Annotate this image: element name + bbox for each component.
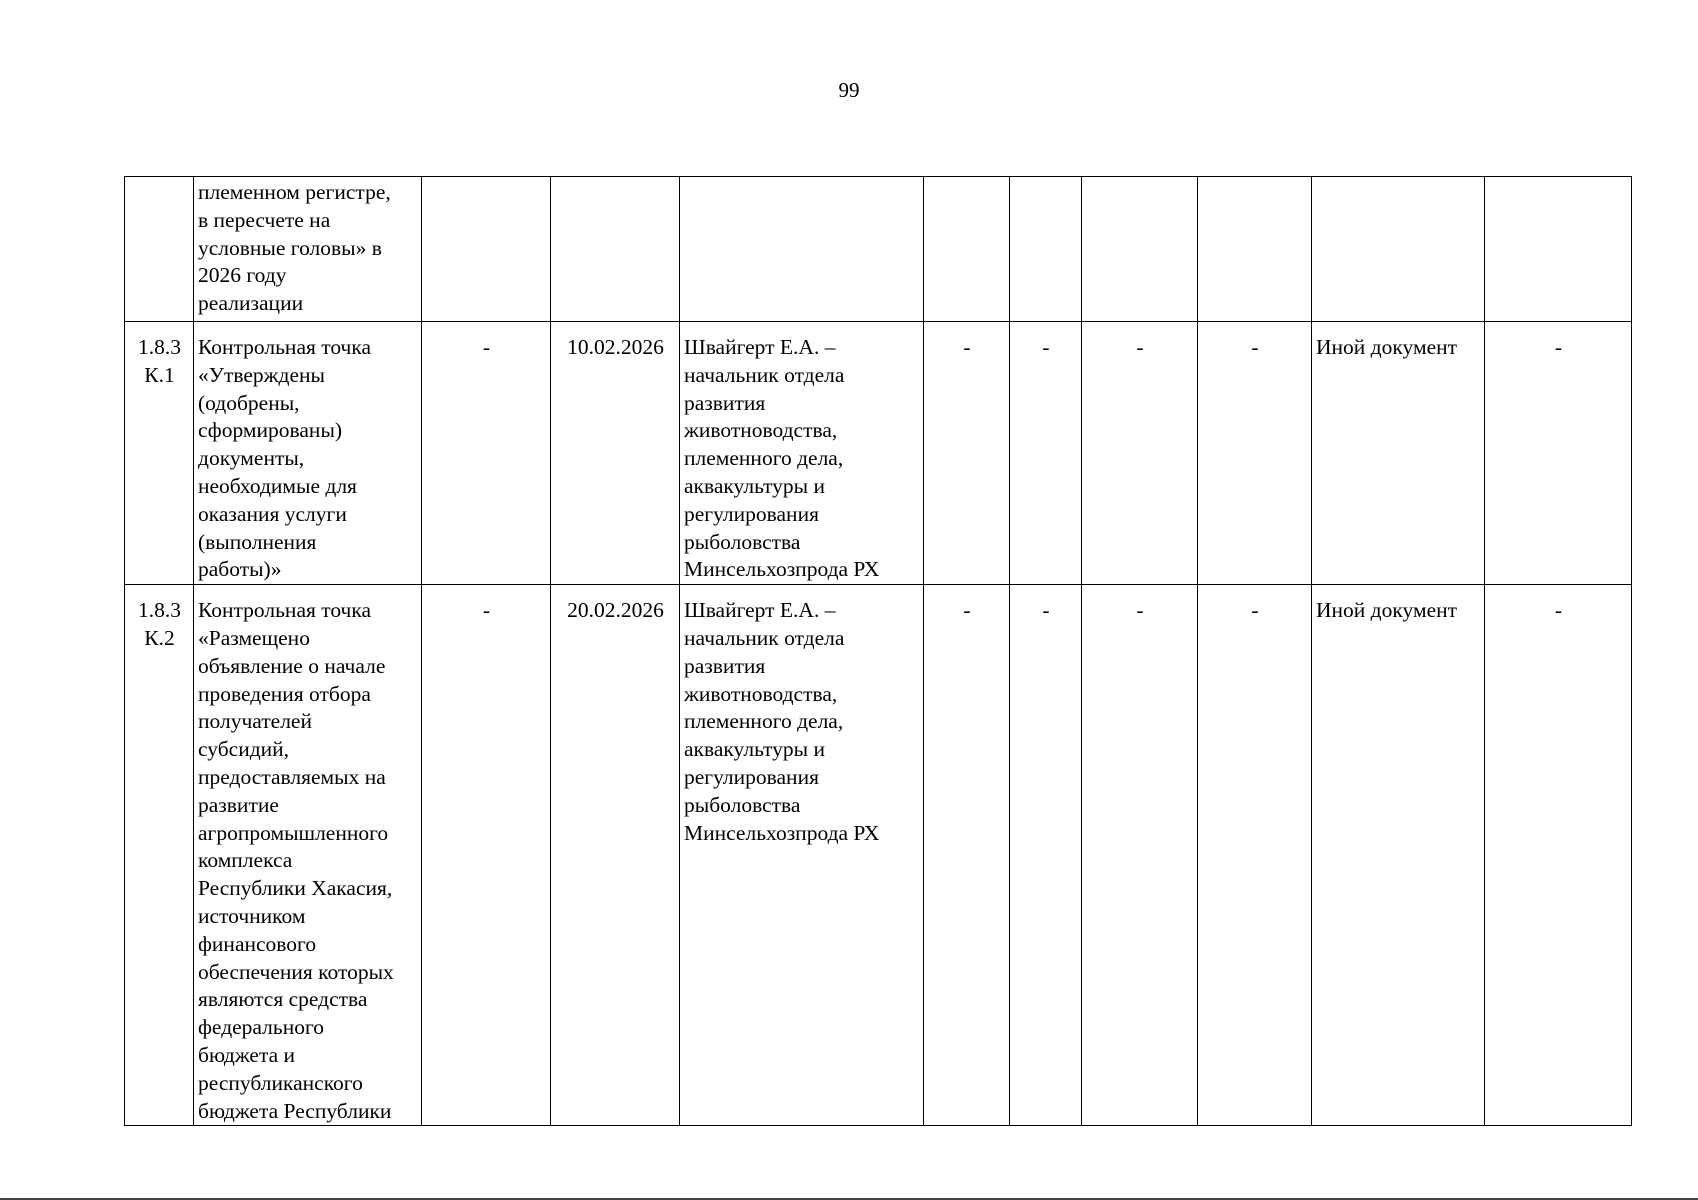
cell-col-8: - — [1082, 585, 1198, 1126]
cell-control-point-name-line: предоставляемых на — [198, 764, 386, 789]
plan-table-body — [125, 177, 1632, 1126]
cell-responsible-line: аквакультуры и — [684, 473, 825, 498]
cell-col-7: - — [1010, 585, 1082, 1126]
cell-col-11 — [1485, 177, 1632, 322]
cell-item-number — [125, 585, 194, 1126]
cell-control-point-name — [194, 177, 422, 322]
cell-control-point-name-line: объявление о начале — [198, 653, 386, 678]
cell-control-point-name-line: сформированы) — [198, 418, 343, 443]
cell-col-9: - — [1198, 585, 1312, 1126]
cell-end-date: 20.02.2026 — [551, 585, 680, 1126]
cell-col-7: - — [1010, 322, 1082, 585]
cell-col-6 — [924, 177, 1010, 322]
cell-control-point-name-line: «Утверждены — [198, 362, 325, 387]
cell-item-number-line: К.1 — [144, 362, 175, 387]
cell-control-point-name-line: Контрольная точка — [198, 598, 372, 623]
page-number: 99 — [838, 78, 860, 102]
cell-responsible-line: аквакультуры и — [684, 737, 825, 762]
cell-responsible-line: Минсельхозпрода РХ — [684, 820, 880, 845]
cell-document-type: Иной документ — [1312, 322, 1485, 585]
cell-control-point-name-line: финансового — [198, 931, 317, 956]
table-row — [125, 322, 1632, 585]
cell-control-point-name — [194, 322, 422, 585]
cell-control-point-name-line: реализации — [198, 291, 304, 316]
cell-control-point-name-line: условные головы» в — [198, 235, 382, 260]
cell-col-8 — [1082, 177, 1198, 322]
cell-control-point-name-line: Контрольная точка — [198, 335, 372, 359]
cell-document-type — [1312, 177, 1485, 322]
cell-responsible-line: начальник отдела — [684, 625, 845, 650]
cell-responsible — [680, 322, 924, 585]
cell-responsible-line: Минсельхозпрода РХ — [684, 557, 880, 582]
cell-control-point-name-line: комплекса — [198, 848, 293, 873]
cell-item-number-line: К.2 — [144, 625, 175, 650]
cell-control-point-name-line: работы)» — [198, 557, 282, 582]
cell-control-point-name-line: Республики Хакасия, — [198, 876, 393, 901]
cell-control-point-name-line: оказания услуги — [198, 501, 347, 526]
cell-control-point-name-line: в пересчете на — [198, 207, 331, 232]
cell-responsible-line: Швайгерт Е.А. – — [684, 335, 836, 359]
cell-start-date: - — [422, 322, 551, 585]
cell-col-8: - — [1082, 322, 1198, 585]
cell-control-point-name-line: 2026 году — [198, 263, 287, 288]
cell-control-point-name-line: (одобрены, — [198, 390, 300, 415]
cell-responsible-line: животноводства, — [684, 681, 838, 706]
cell-control-point-name-line: субсидий, — [198, 737, 290, 762]
cell-control-point-name-line: развитие — [198, 792, 279, 817]
plan-table — [124, 176, 1632, 1126]
cell-responsible-line: регулирования — [684, 764, 819, 789]
cell-control-point-name-line: получателей — [198, 709, 312, 734]
cell-responsible — [680, 585, 924, 1126]
cell-control-point-name-line: проведения отбора — [198, 681, 371, 706]
cell-control-point-name-line: (выполнения — [198, 529, 317, 554]
cell-control-point-name-line: необходимые для — [198, 473, 357, 498]
cell-responsible-line: животноводства, — [684, 418, 838, 443]
cell-responsible-line: развития — [684, 390, 766, 415]
table-row — [125, 177, 1632, 322]
cell-control-point-name — [194, 585, 422, 1126]
cell-control-point-name-line: бюджета Республики — [198, 1098, 392, 1123]
cell-control-point-name-line: племенном регистре, — [198, 180, 391, 204]
cell-control-point-name-line: агропромышленного — [198, 820, 389, 845]
cell-end-date — [551, 177, 680, 322]
cell-control-point-name-line: республиканского — [198, 1070, 363, 1095]
cell-control-point-name-line: бюджета и — [198, 1042, 296, 1067]
cell-document-type: Иной документ — [1312, 585, 1485, 1126]
cell-col-11: - — [1485, 585, 1632, 1126]
cell-col-9 — [1198, 177, 1312, 322]
cell-col-6: - — [924, 585, 1010, 1126]
cell-item-number-line: 1.8.3 — [138, 335, 181, 359]
cell-item-number — [125, 322, 194, 585]
table-row — [125, 585, 1632, 1126]
cell-control-point-name-line: обеспечения которых — [198, 959, 394, 984]
cell-responsible-line: Швайгерт Е.А. – — [684, 598, 836, 623]
cell-control-point-name-line: являются средства — [198, 987, 368, 1012]
cell-control-point-name-line: федерального — [198, 1015, 324, 1040]
cell-start-date — [422, 177, 551, 322]
cell-end-date: 10.02.2026 — [551, 322, 680, 585]
cell-responsible-line: развития — [684, 653, 766, 678]
cell-responsible-line: рыболовства — [684, 792, 801, 817]
cell-responsible — [680, 177, 924, 322]
cell-item-number — [125, 177, 194, 322]
cell-start-date: - — [422, 585, 551, 1126]
cell-responsible-line: племенного дела, — [684, 446, 844, 471]
cell-control-point-name-line: источником — [198, 903, 306, 928]
cell-col-6: - — [924, 322, 1010, 585]
cell-responsible-line: рыболовства — [684, 529, 801, 554]
cell-col-7 — [1010, 177, 1082, 322]
cell-item-number-line: 1.8.3 — [138, 598, 181, 623]
cell-col-9: - — [1198, 322, 1312, 585]
cell-responsible-line: племенного дела, — [684, 709, 844, 734]
cell-control-point-name-line: документы, — [198, 446, 305, 471]
cell-col-11: - — [1485, 322, 1632, 585]
cell-responsible-line: начальник отдела — [684, 362, 845, 387]
cell-responsible-line: регулирования — [684, 501, 819, 526]
cell-control-point-name-line: «Размещено — [198, 625, 310, 650]
